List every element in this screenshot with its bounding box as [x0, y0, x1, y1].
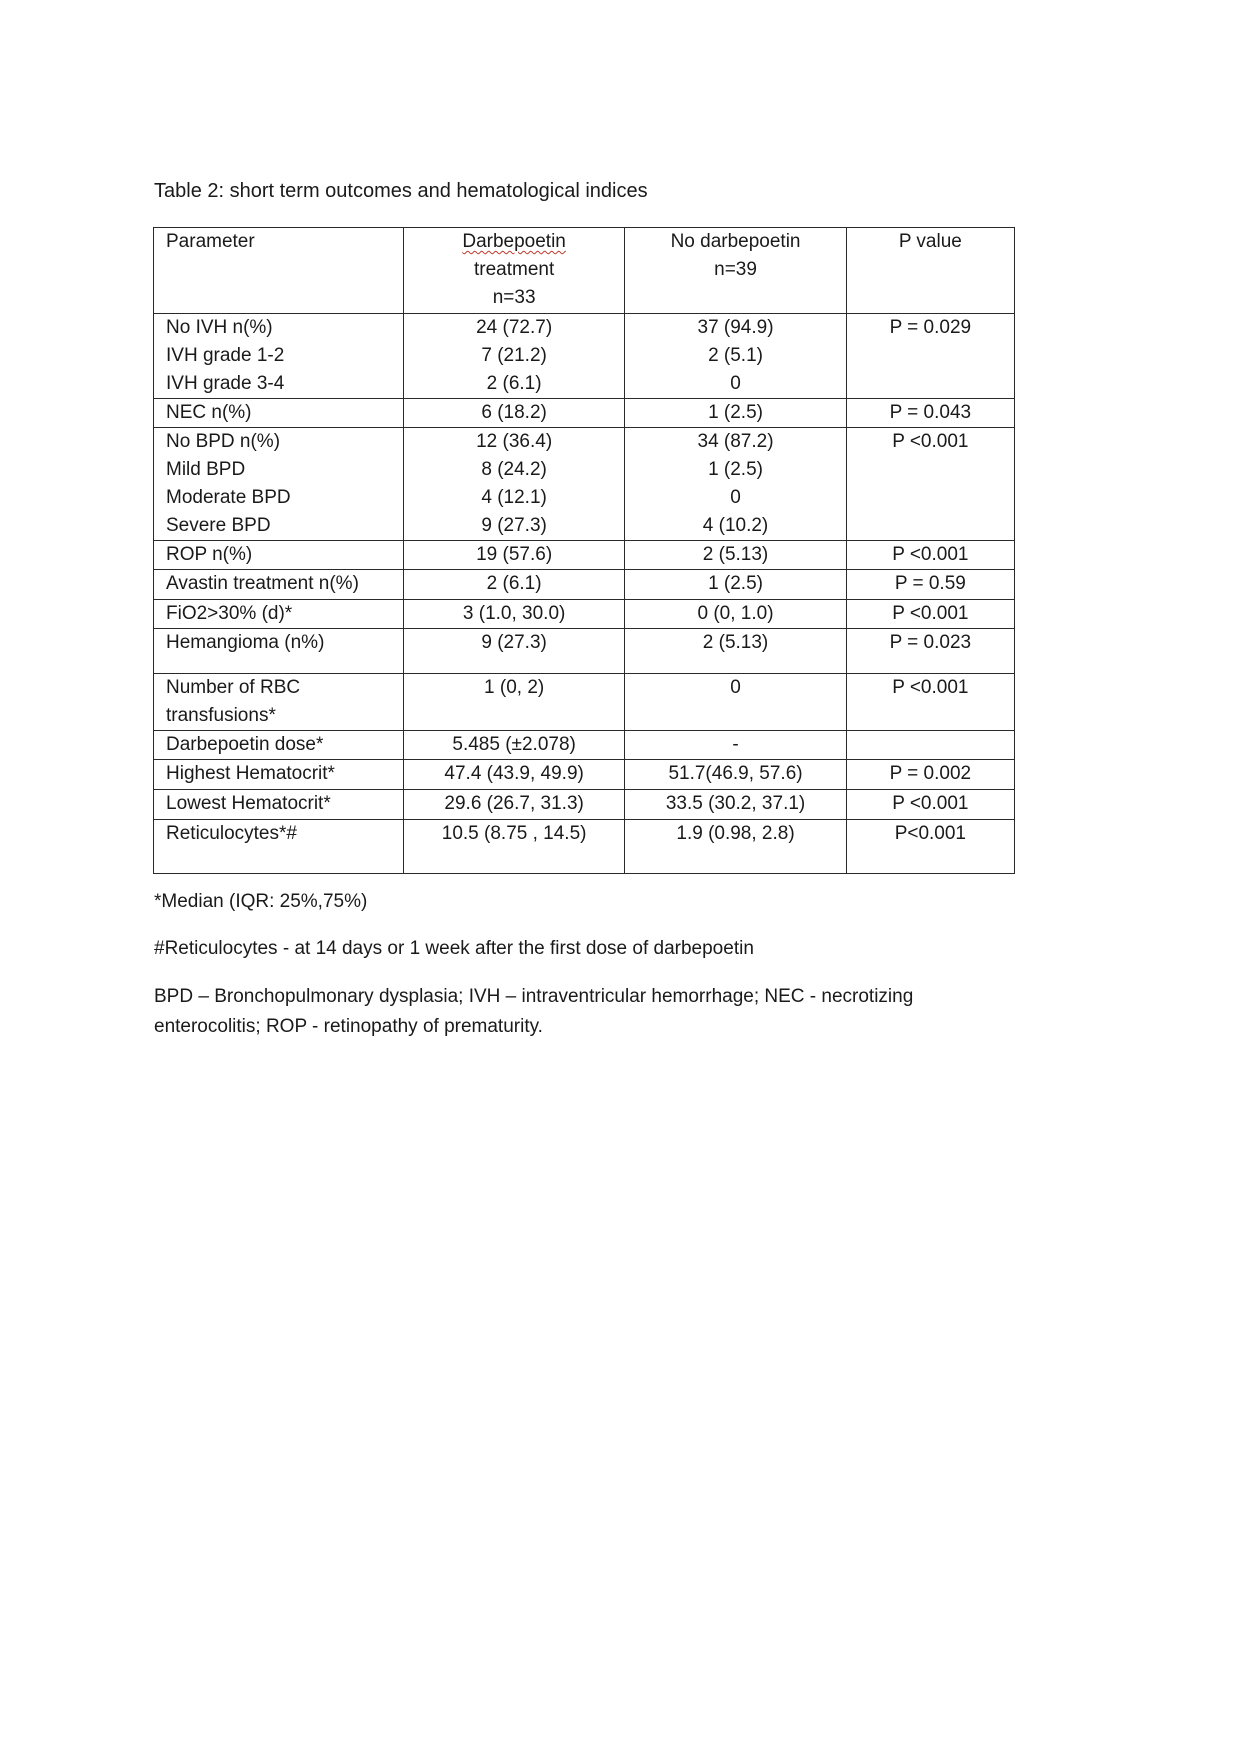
- darbepoetin-cell: [403, 760, 624, 790]
- table-caption: Table 2: short term outcomes and hematological indices: [154, 180, 648, 202]
- param-cell: [154, 541, 404, 570]
- cell-line: P <0.001: [892, 793, 969, 814]
- cell-line: 10.5 (8.75 , 14.5): [441, 823, 587, 844]
- no-darbepoetin-cell: [625, 541, 846, 570]
- p-value-cell: [846, 600, 1014, 629]
- no-darbepoetin-cell: [625, 760, 846, 790]
- cell-line: IVH grade 1-2: [166, 345, 285, 366]
- cell-line: FiO2>30% (d)*: [166, 603, 293, 624]
- table-header-row: [154, 228, 1015, 314]
- no-darbepoetin-cell: [625, 399, 846, 428]
- cell-line: No BPD n(%): [166, 431, 281, 452]
- param-cell: [154, 570, 404, 600]
- cell-line: 4 (10.2): [702, 515, 769, 536]
- cell-line: NEC n(%): [166, 402, 252, 423]
- header-text: treatment: [473, 259, 555, 280]
- cell-line: Avastin treatment n(%): [166, 573, 359, 594]
- darbepoetin-cell: [403, 314, 624, 399]
- table-row: [154, 399, 1015, 428]
- cell-line: P = 0.59: [894, 573, 966, 594]
- darbepoetin-cell: [403, 820, 624, 874]
- cell-line: 37 (94.9): [697, 317, 774, 338]
- cell-line: 1 (2.5): [708, 573, 763, 594]
- cell-line: transfusions*: [166, 705, 276, 726]
- cell-line: 8 (24.2): [481, 459, 547, 480]
- darbepoetin-cell: [403, 428, 624, 541]
- cell-line: 2 (5.13): [702, 632, 769, 653]
- p-value-cell: [846, 731, 1014, 760]
- darbepoetin-cell: [403, 600, 624, 629]
- footnote-median: *Median (IQR: 25%,75%): [154, 891, 368, 912]
- p-value-cell: [846, 790, 1014, 820]
- table-row: [154, 731, 1015, 760]
- cell-line: Moderate BPD: [166, 487, 291, 508]
- cell-line: 6 (18.2): [481, 402, 547, 423]
- p-value-cell: [846, 541, 1014, 570]
- darbepoetin-cell: [403, 570, 624, 600]
- outcomes-table: [153, 227, 1015, 874]
- cell-line: 24 (72.7): [476, 317, 553, 338]
- param-cell: [154, 674, 404, 731]
- cell-line: P = 0.029: [889, 317, 972, 338]
- cell-line: P <0.001: [892, 603, 969, 624]
- p-value-cell: [846, 314, 1014, 399]
- cell-line: P = 0.043: [889, 402, 972, 423]
- p-value-cell: [846, 629, 1014, 674]
- cell-line: 1 (2.5): [708, 402, 763, 423]
- param-cell: [154, 820, 404, 874]
- table-row: [154, 570, 1015, 600]
- header-no-darbepoetin: [625, 228, 846, 314]
- footnote-abbreviations: BPD – Bronchopulmonary dysplasia; IVH – intraventricular hemorrhage; NEC - necrotizing enterocolitis; ROP - retinopathy of prematurity.: [154, 986, 914, 1037]
- cell-line: Number of RBC: [166, 677, 301, 698]
- param-cell: [154, 790, 404, 820]
- table-row: [154, 600, 1015, 629]
- header-text: P value: [898, 231, 962, 252]
- cell-line: 29.6 (26.7, 31.3): [444, 793, 584, 814]
- cell-line: 51.7(46.9, 57.6): [668, 763, 803, 784]
- param-cell: [154, 600, 404, 629]
- cell-line: ROP n(%): [166, 544, 253, 565]
- table-row: [154, 314, 1015, 399]
- cell-line: 34 (87.2): [697, 431, 774, 452]
- cell-line: P <0.001: [892, 677, 969, 698]
- cell-line: 0: [730, 373, 741, 394]
- param-cell: [154, 629, 404, 674]
- cell-line: -: [732, 734, 739, 755]
- param-cell: [154, 399, 404, 428]
- table-row: [154, 428, 1015, 541]
- cell-line: 7 (21.2): [481, 345, 547, 366]
- table-row: [154, 541, 1015, 570]
- cell-line: Reticulocytes*#: [166, 823, 297, 844]
- cell-line: P <0.001: [892, 431, 969, 452]
- cell-line: 2 (5.13): [702, 544, 769, 565]
- cell-line: 4 (12.1): [481, 487, 547, 508]
- cell-line: 2 (5.1): [708, 345, 763, 366]
- header-p-value: [846, 228, 1014, 314]
- cell-line: Hemangioma (n%): [166, 632, 325, 653]
- p-value-cell: [846, 674, 1014, 731]
- cell-line: 5.485 (±2.078): [452, 734, 576, 755]
- header-text: Parameter: [166, 231, 255, 252]
- p-value-cell: [846, 399, 1014, 428]
- p-value-cell: [846, 428, 1014, 541]
- darbepoetin-cell: [403, 399, 624, 428]
- cell-line: 12 (36.4): [476, 431, 553, 452]
- header-darbepoetin: [403, 228, 624, 314]
- header-text: n=33: [492, 287, 536, 308]
- cell-line: No IVH n(%): [166, 317, 273, 338]
- p-value-cell: [846, 570, 1014, 600]
- no-darbepoetin-cell: [625, 674, 846, 731]
- darbepoetin-cell: [403, 629, 624, 674]
- cell-line: P = 0.023: [889, 632, 972, 653]
- cell-line: Highest Hematocrit*: [166, 763, 335, 784]
- header-text: Darbepoetin: [462, 231, 566, 252]
- param-cell: [154, 428, 404, 541]
- cell-line: 1 (0, 2): [484, 677, 545, 698]
- param-cell: [154, 760, 404, 790]
- cell-line: IVH grade 3-4: [166, 373, 285, 394]
- p-value-cell: [846, 820, 1014, 874]
- cell-line: Severe BPD: [166, 515, 271, 536]
- cell-line: 2 (6.1): [486, 573, 542, 594]
- darbepoetin-cell: [403, 790, 624, 820]
- no-darbepoetin-cell: [625, 629, 846, 674]
- darbepoetin-cell: [403, 541, 624, 570]
- cell-line: 3 (1.0, 30.0): [462, 603, 566, 624]
- cell-line: P <0.001: [892, 544, 969, 565]
- cell-line: P = 0.002: [889, 763, 972, 784]
- cell-line: P<0.001: [894, 823, 967, 844]
- no-darbepoetin-cell: [625, 428, 846, 541]
- cell-line: Darbepoetin dose*: [166, 734, 324, 755]
- cell-line: 33.5 (30.2, 37.1): [665, 793, 806, 814]
- param-cell: [154, 314, 404, 399]
- cell-line: Mild BPD: [166, 459, 246, 480]
- cell-line: 0: [730, 487, 741, 508]
- no-darbepoetin-cell: [625, 600, 846, 629]
- cell-line: 0 (0, 1.0): [697, 603, 774, 624]
- cell-line: 9 (27.3): [481, 632, 547, 653]
- table-row: [154, 760, 1015, 790]
- darbepoetin-cell: [403, 674, 624, 731]
- cell-line: 19 (57.6): [476, 544, 553, 565]
- footnote-reticulocytes: #Reticulocytes - at 14 days or 1 week after the first dose of darbepoetin: [154, 938, 754, 959]
- table-row: [154, 790, 1015, 820]
- no-darbepoetin-cell: [625, 731, 846, 760]
- table-body: [154, 314, 1015, 874]
- table-row: [154, 674, 1015, 731]
- no-darbepoetin-cell: [625, 314, 846, 399]
- darbepoetin-cell: [403, 731, 624, 760]
- cell-line: 0: [730, 677, 741, 698]
- cell-line: 1 (2.5): [708, 459, 763, 480]
- no-darbepoetin-cell: [625, 790, 846, 820]
- header-text: n=39: [714, 259, 757, 280]
- cell-line: 1.9 (0.98, 2.8): [676, 823, 795, 844]
- cell-line: Lowest Hematocrit*: [166, 793, 331, 814]
- no-darbepoetin-cell: [625, 570, 846, 600]
- table-row: [154, 629, 1015, 674]
- no-darbepoetin-cell: [625, 820, 846, 874]
- header-parameter: [154, 228, 404, 314]
- cell-line: 9 (27.3): [481, 515, 547, 536]
- header-text: No darbepoetin: [670, 231, 801, 252]
- cell-line: 2 (6.1): [486, 373, 542, 394]
- p-value-cell: [846, 760, 1014, 790]
- param-cell: [154, 731, 404, 760]
- table-row: [154, 820, 1015, 874]
- cell-line: 47.4 (43.9, 49.9): [444, 763, 584, 784]
